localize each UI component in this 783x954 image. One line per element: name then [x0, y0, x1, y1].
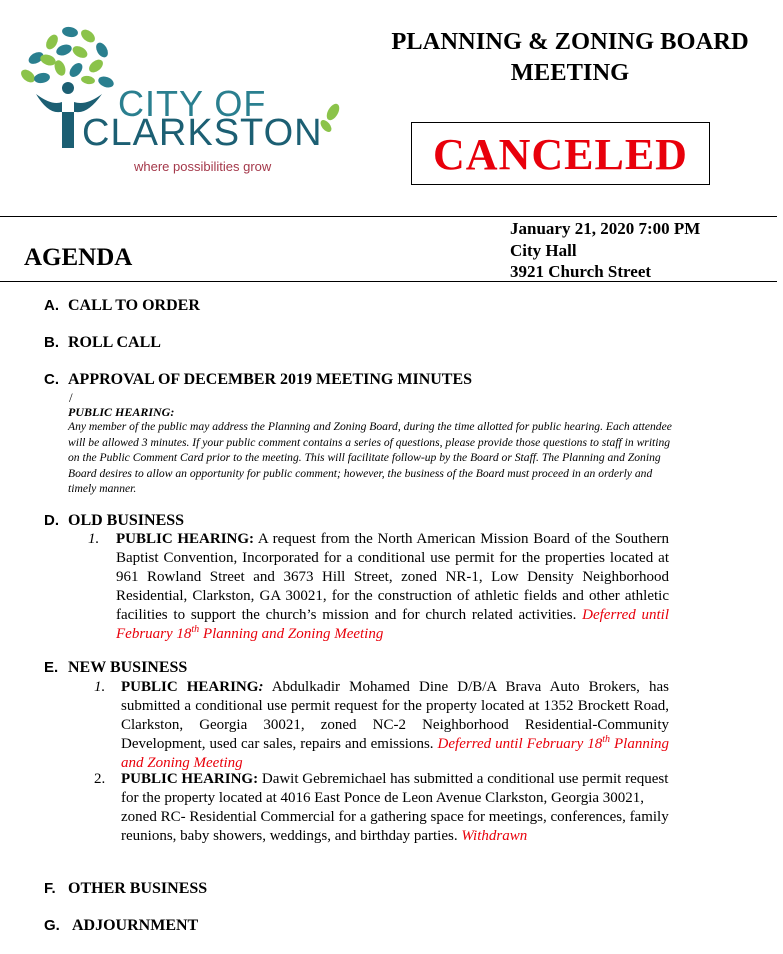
section-letter: E.: [44, 659, 59, 676]
section-approval-minutes: [44, 370, 472, 390]
meeting-address: 3921 Church Street: [510, 262, 652, 281]
section-title: ADJOURNMENT: [72, 917, 199, 934]
public-hearing-note: [68, 405, 673, 497]
text-cursor-mark: /: [69, 390, 73, 405]
section-title: CALL TO ORDER: [68, 297, 200, 314]
section-new-business: [44, 658, 187, 678]
section-call-to-order: [44, 296, 200, 316]
section-title: APPROVAL OF DECEMBER 2019 MEETING MINUTES: [68, 371, 473, 388]
item-status: Withdrawn: [461, 828, 528, 844]
item-number: 1.: [94, 679, 106, 695]
section-roll-call: [44, 333, 161, 353]
board-title: [364, 26, 776, 88]
agenda-title: AGENDA: [24, 244, 133, 271]
section-title: OTHER BUSINESS: [68, 880, 208, 897]
item-text: A request from the North American Mission Board of the Southern Baptist Convention, Incorporated for a conditional use permit for the properties located at 961 Rowland Street and 3673 Hill Street, zoned NR-1, Low Density Neighborhood Residential, Clarkston, GA 30021, for the construction of athletic fields and other athletic facilities to support the church’s mission and for church related activities.: [116, 531, 669, 623]
item-label: PUBLIC HEARING:: [116, 531, 255, 547]
item-label: PUBLIC HEARING:: [121, 771, 259, 787]
new-business-item: [94, 770, 669, 846]
section-adjournment: [44, 916, 198, 936]
section-letter: G.: [44, 917, 60, 934]
item-status: Deferred until February 18th Planning and Zoning Meeting: [116, 607, 669, 642]
item-label: PUBLIC HEARING: [121, 679, 259, 695]
section-letter: B.: [44, 334, 59, 351]
new-business-item: 1. PUBLIC HEARING: Abdulkadir Mohamed Dine D/B/A Brava Auto Brokers, has submitted a conditional use permit request for the property located at 1352 Brockett Road, Clarkston, Georgia 30021, zoned NC-2 Neighborhood Residential-Community Development, used car sales, repairs and emissions. Deferred until February 18th Planning and Zoning Meeting: [94, 679, 670, 771]
meeting-datetime: January 21, 2020 7:00 PM: [510, 219, 701, 238]
header-divider-top: [0, 216, 777, 217]
canceled-stamp: CANCELED: [411, 122, 710, 185]
item-status: Deferred until February 18th Planning and Zoning Meeting: [121, 734, 670, 771]
section-letter: F.: [44, 880, 56, 897]
section-letter: D.: [44, 512, 59, 529]
board-title-line2: MEETING: [510, 59, 630, 86]
section-title: OLD BUSINESS: [68, 512, 185, 529]
section-old-business: [44, 511, 184, 531]
meeting-place: City Hall: [510, 240, 577, 260]
item-text: Abdulkadir Mohamed Dine D/B/A Brava Auto Brokers, has submitted a conditional use permit request for the property located at 1352 Brockett Road, Clarkston, Georgia 30021, zoned NC-2 Neighborhood Residential-Community Development, used car sales, repairs and emissions.: [121, 679, 669, 752]
board-title-line1: PLANNING & ZONING BOARD: [391, 28, 749, 55]
logo-tagline: where possibilities grow: [134, 159, 272, 174]
section-other-business: [44, 879, 207, 899]
city-logo: [16, 22, 352, 178]
public-hearing-text: Any member of the public may address the Planning and Zoning Board, during the time allotted for public hearing. Each attendee will be allowed 3 minutes. If your public comment contains a series of questions, please provide those questions to staff in writing on the Public Comment Card prior to the meeting. This will facilitate follow-up by the Board or Staff. The Planning and Zoning Board desires to allow an opportunity for public comment; however, the business of the Board must proceed in an orderly and timely manner.: [68, 420, 672, 495]
logo-city-of: CITY OF: [118, 83, 267, 124]
public-hearing-label: PUBLIC HEARING:: [68, 405, 175, 419]
logo-clarkston: CLARKSTON: [82, 112, 323, 154]
item-number: 1.: [88, 531, 100, 547]
item-text: Dawit Gebremichael has submitted a conditional use permit request for the property located at 4016 East Ponce de Leon Avenue Clarkston, Georgia 30021, zoned RC- Residential Commercial for a gathering space for meetings, conferences, family reunions, baby showers, weddings, and birthday parties.: [121, 771, 669, 844]
item-number: 2.: [94, 771, 106, 787]
old-business-item: [88, 530, 669, 644]
meeting-info: [510, 218, 700, 283]
section-title: NEW BUSINESS: [68, 659, 188, 676]
section-letter: C.: [44, 371, 59, 388]
section-letter: A.: [44, 297, 59, 314]
section-title: ROLL CALL: [68, 334, 161, 351]
